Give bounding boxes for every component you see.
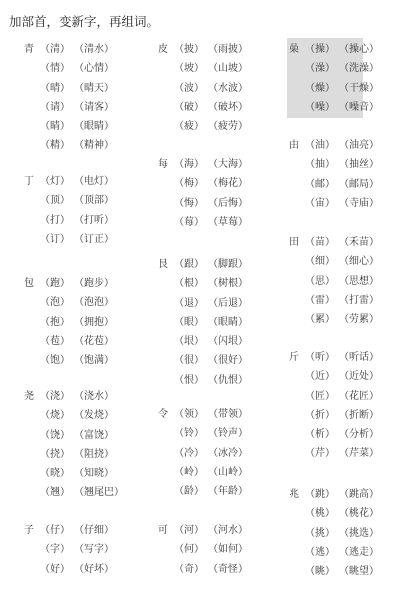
- char-word-pair: [40, 191, 114, 210]
- word: （大海）: [208, 159, 248, 170]
- word: （请客）: [74, 101, 114, 113]
- char-word-pair: [40, 426, 114, 445]
- word: （分析）: [339, 429, 379, 441]
- char-word-pair: [40, 117, 114, 136]
- char-word-pair: [305, 155, 379, 174]
- char-word-pair: [40, 387, 114, 406]
- char-word-pair: [174, 255, 248, 274]
- char-word-pair: [305, 444, 379, 463]
- new-character: （折）: [305, 409, 335, 421]
- new-character: （睛）: [40, 121, 70, 133]
- new-character: （抱）: [40, 316, 70, 328]
- word: （洗澡）: [339, 63, 379, 75]
- word: （阻挠）: [74, 448, 114, 460]
- word: （花苞）: [74, 335, 114, 347]
- word: （听话）: [339, 352, 379, 363]
- new-character: （挑）: [305, 527, 335, 539]
- new-character: （邮）: [305, 178, 335, 190]
- word: （眼睛）: [208, 316, 248, 328]
- word: （寺庙）: [339, 197, 379, 209]
- new-character: （操）: [305, 44, 335, 55]
- new-character: （铃）: [174, 428, 204, 440]
- char-word-pair: [305, 175, 379, 194]
- word: （细心）: [339, 256, 379, 268]
- base-character: 包: [24, 278, 34, 289]
- new-character: （订）: [40, 233, 70, 245]
- new-character: （跑）: [40, 278, 70, 289]
- word: （富饶）: [74, 429, 114, 441]
- base-character: 青: [24, 44, 34, 55]
- char-word-pair: [40, 79, 114, 98]
- char-word-pair: [305, 406, 379, 425]
- char-word-pair: [305, 272, 379, 291]
- new-character: （海）: [174, 159, 204, 170]
- new-character: （莓）: [174, 216, 204, 228]
- new-character: （抽）: [305, 159, 335, 171]
- word: （很好）: [208, 355, 248, 367]
- new-character: （析）: [305, 429, 335, 441]
- base-character: 丁: [24, 176, 34, 187]
- base-character: 每: [158, 159, 168, 170]
- char-word-pair: [174, 194, 248, 213]
- new-character: （思）: [305, 275, 335, 287]
- new-character: （退）: [174, 297, 204, 309]
- new-character: （细）: [305, 256, 335, 268]
- char-word-pair: [305, 543, 379, 562]
- base-character: 皮: [158, 44, 168, 55]
- new-character: （眺）: [305, 566, 335, 578]
- word: （山岭）: [208, 466, 248, 478]
- new-character: （破）: [174, 101, 204, 113]
- char-word-pair: [305, 387, 379, 406]
- char-word-pair: [305, 59, 379, 78]
- char-word-pair: [174, 371, 248, 390]
- word: （后退）: [208, 297, 248, 309]
- char-word-pair: [174, 274, 248, 293]
- new-character: （很）: [174, 355, 204, 367]
- char-word-pair: [305, 79, 379, 98]
- char-word-pair: [40, 332, 114, 351]
- char-word-pair: [40, 293, 114, 312]
- new-character: （好）: [40, 563, 70, 575]
- char-word-pair: [174, 332, 248, 351]
- base-character: 可: [158, 525, 168, 536]
- word: （铃声）: [208, 428, 248, 440]
- new-character: （打）: [40, 214, 70, 226]
- char-word-pair: [40, 351, 114, 370]
- new-character: （清）: [40, 44, 70, 55]
- word: （电灯）: [74, 176, 114, 187]
- word: （芹菜）: [339, 448, 379, 460]
- base-character: 斤: [289, 352, 299, 363]
- new-character: （龄）: [174, 486, 204, 498]
- new-character: （垠）: [174, 336, 204, 348]
- word: （晴天）: [74, 82, 114, 94]
- new-character: （顶）: [40, 195, 70, 207]
- new-character: （噪）: [305, 101, 335, 113]
- word: （仇恨）: [208, 374, 248, 386]
- new-character: （逃）: [305, 546, 335, 558]
- new-character: （何）: [174, 544, 204, 556]
- new-character: （近）: [305, 371, 335, 383]
- word: （仔细）: [74, 525, 114, 536]
- new-character: （灯）: [40, 176, 70, 187]
- word: （闪垠）: [208, 336, 248, 348]
- char-word-pair: [174, 540, 248, 559]
- word: （订正）: [74, 233, 114, 245]
- word: （精神）: [74, 140, 114, 152]
- char-word-pair: [305, 98, 379, 117]
- base-character: 艮: [158, 259, 168, 270]
- word: （挑选）: [339, 527, 379, 539]
- word: （泡泡）: [74, 297, 114, 309]
- base-character: 喿: [289, 44, 299, 55]
- word: （噪音）: [339, 101, 379, 113]
- char-word-pair: [174, 79, 248, 98]
- word: （跳高）: [339, 489, 379, 500]
- char-word-pair: [40, 483, 124, 502]
- new-character: （情）: [40, 63, 70, 75]
- char-word-pair: [40, 59, 114, 78]
- word: （折断）: [339, 409, 379, 421]
- char-word-pair: [40, 560, 114, 579]
- new-character: （精）: [40, 140, 70, 152]
- word: （逃走）: [339, 546, 379, 558]
- char-word-pair: [174, 560, 248, 579]
- word: （清水）: [74, 44, 114, 55]
- word: （脚跟）: [208, 259, 248, 270]
- char-word-pair: [40, 464, 114, 483]
- word: （劳累）: [339, 314, 379, 326]
- word: （树根）: [208, 278, 248, 290]
- word: （好坏）: [74, 563, 114, 575]
- word: （雨披）: [208, 44, 248, 55]
- new-character: （跟）: [174, 259, 204, 270]
- new-character: （请）: [40, 101, 70, 113]
- new-character: （挠）: [40, 448, 70, 460]
- char-word-pair: [174, 444, 248, 463]
- word: （近处）: [339, 371, 379, 383]
- char-word-pair: [174, 98, 248, 117]
- char-word-pair: [305, 310, 379, 329]
- char-word-pair: [174, 482, 248, 501]
- new-character: （悔）: [174, 197, 204, 209]
- new-character: （澡）: [305, 63, 335, 75]
- new-character: （恨）: [174, 374, 204, 386]
- char-word-pair: [305, 504, 379, 523]
- word: （跑步）: [74, 278, 114, 289]
- char-word-pair: [40, 521, 114, 540]
- new-character: （泡）: [40, 297, 70, 309]
- word: （眺望）: [339, 566, 379, 578]
- char-word-pair: [305, 562, 379, 581]
- word: （饱满）: [74, 355, 114, 367]
- new-character: （烧）: [40, 410, 70, 422]
- base-character: 尧: [24, 391, 34, 402]
- char-word-pair: [40, 445, 114, 464]
- new-character: （累）: [305, 314, 335, 326]
- char-word-pair: [305, 348, 379, 367]
- word: （桃花）: [339, 508, 379, 520]
- word: （水波）: [208, 82, 248, 94]
- word: （禾苗）: [339, 237, 379, 248]
- word: （油亮）: [339, 140, 379, 151]
- char-word-pair: [305, 524, 379, 543]
- new-character: （听）: [305, 352, 335, 363]
- char-word-pair: [174, 521, 248, 540]
- char-word-pair: [305, 425, 379, 444]
- char-word-pair: [174, 313, 248, 332]
- char-word-pair: [174, 294, 248, 313]
- word: （知晓）: [74, 468, 114, 480]
- base-character: 由: [289, 140, 299, 151]
- word: （年龄）: [208, 486, 248, 498]
- word: （带领）: [208, 409, 248, 420]
- new-character: （饱）: [40, 355, 70, 367]
- word: （邮局）: [339, 178, 379, 190]
- char-word-pair: [40, 274, 114, 293]
- word: （如何）: [208, 544, 248, 556]
- new-character: （冷）: [174, 447, 204, 459]
- char-word-pair: [174, 155, 248, 174]
- char-word-pair: [174, 351, 248, 370]
- new-character: （苗）: [305, 237, 335, 248]
- word: （思想）: [339, 275, 379, 287]
- new-character: （仔）: [40, 525, 70, 536]
- char-word-pair: [305, 291, 379, 310]
- char-word-pair: [40, 136, 114, 155]
- word: （眼睛）: [74, 121, 114, 133]
- word: （打听）: [74, 214, 114, 226]
- char-word-pair: [305, 367, 379, 386]
- word: （破坏）: [208, 101, 248, 113]
- word: （干燥）: [339, 82, 379, 94]
- new-character: （匠）: [305, 390, 335, 402]
- char-word-pair: [174, 405, 248, 424]
- new-character: （坡）: [174, 63, 204, 75]
- new-character: （苞）: [40, 335, 70, 347]
- new-character: （浇）: [40, 391, 70, 402]
- new-character: （波）: [174, 82, 204, 94]
- word: （发烧）: [74, 410, 114, 422]
- new-character: （梅）: [174, 178, 204, 190]
- char-word-pair: [174, 117, 248, 136]
- new-character: （饶）: [40, 429, 70, 441]
- new-character: （晴）: [40, 82, 70, 94]
- word: （抽丝）: [339, 159, 379, 171]
- char-word-pair: [40, 406, 114, 425]
- new-character: （晓）: [40, 468, 70, 480]
- char-word-pair: [40, 230, 114, 249]
- char-word-pair: [40, 40, 114, 59]
- char-word-pair: [40, 172, 114, 191]
- base-character: 田: [289, 237, 299, 248]
- new-character: （疲）: [174, 121, 204, 133]
- char-word-pair: [40, 211, 114, 230]
- word: （翘尾巴）: [74, 487, 124, 499]
- char-word-pair: [305, 40, 379, 59]
- char-word-pair: [305, 485, 379, 504]
- base-character: 令: [158, 409, 168, 420]
- char-word-pair: [305, 233, 379, 252]
- word: （山坡）: [208, 63, 248, 75]
- word: （心情）: [74, 63, 114, 75]
- char-word-pair: [305, 252, 379, 271]
- new-character: （奇）: [174, 563, 204, 575]
- new-character: （领）: [174, 409, 204, 420]
- char-word-pair: [174, 59, 248, 78]
- word: （草莓）: [208, 216, 248, 228]
- char-word-pair: [174, 213, 248, 232]
- word: （写字）: [74, 544, 114, 556]
- char-word-pair: [305, 194, 379, 213]
- char-word-pair: [174, 174, 248, 193]
- new-character: （雷）: [305, 294, 335, 306]
- char-word-pair: [174, 40, 248, 59]
- word: （奇怪）: [208, 563, 248, 575]
- word: （拥抱）: [74, 316, 114, 328]
- new-character: （岭）: [174, 466, 204, 478]
- new-character: （河）: [174, 525, 204, 536]
- new-character: （翘）: [40, 487, 70, 499]
- word: （河水）: [208, 525, 248, 536]
- char-word-pair: [174, 463, 248, 482]
- page-title: 加部首，变新字，再组词。: [9, 14, 160, 29]
- word: （打雷）: [339, 294, 379, 306]
- word: （疲劳）: [208, 121, 248, 133]
- base-character: 兆: [289, 489, 299, 500]
- new-character: （披）: [174, 44, 204, 55]
- word: （操心）: [339, 44, 379, 55]
- new-character: （油）: [305, 140, 335, 151]
- word: （梅花）: [208, 178, 248, 190]
- new-character: （桃）: [305, 508, 335, 520]
- new-character: （字）: [40, 544, 70, 556]
- base-character: 子: [24, 525, 34, 536]
- char-word-pair: [40, 98, 114, 117]
- char-word-pair: [174, 424, 248, 443]
- new-character: （芹）: [305, 448, 335, 460]
- char-word-pair: [40, 313, 114, 332]
- new-character: （跳）: [305, 489, 335, 500]
- word: （冰冷）: [208, 447, 248, 459]
- new-character: （燥）: [305, 82, 335, 94]
- word: （后悔）: [208, 197, 248, 209]
- new-character: （根）: [174, 278, 204, 290]
- word: （浇水）: [74, 391, 114, 402]
- word: （花匠）: [339, 390, 379, 402]
- char-word-pair: [40, 540, 114, 559]
- new-character: （眼）: [174, 316, 204, 328]
- word: （顶部）: [74, 195, 114, 207]
- new-character: （宙）: [305, 197, 335, 209]
- char-word-pair: [305, 136, 379, 155]
